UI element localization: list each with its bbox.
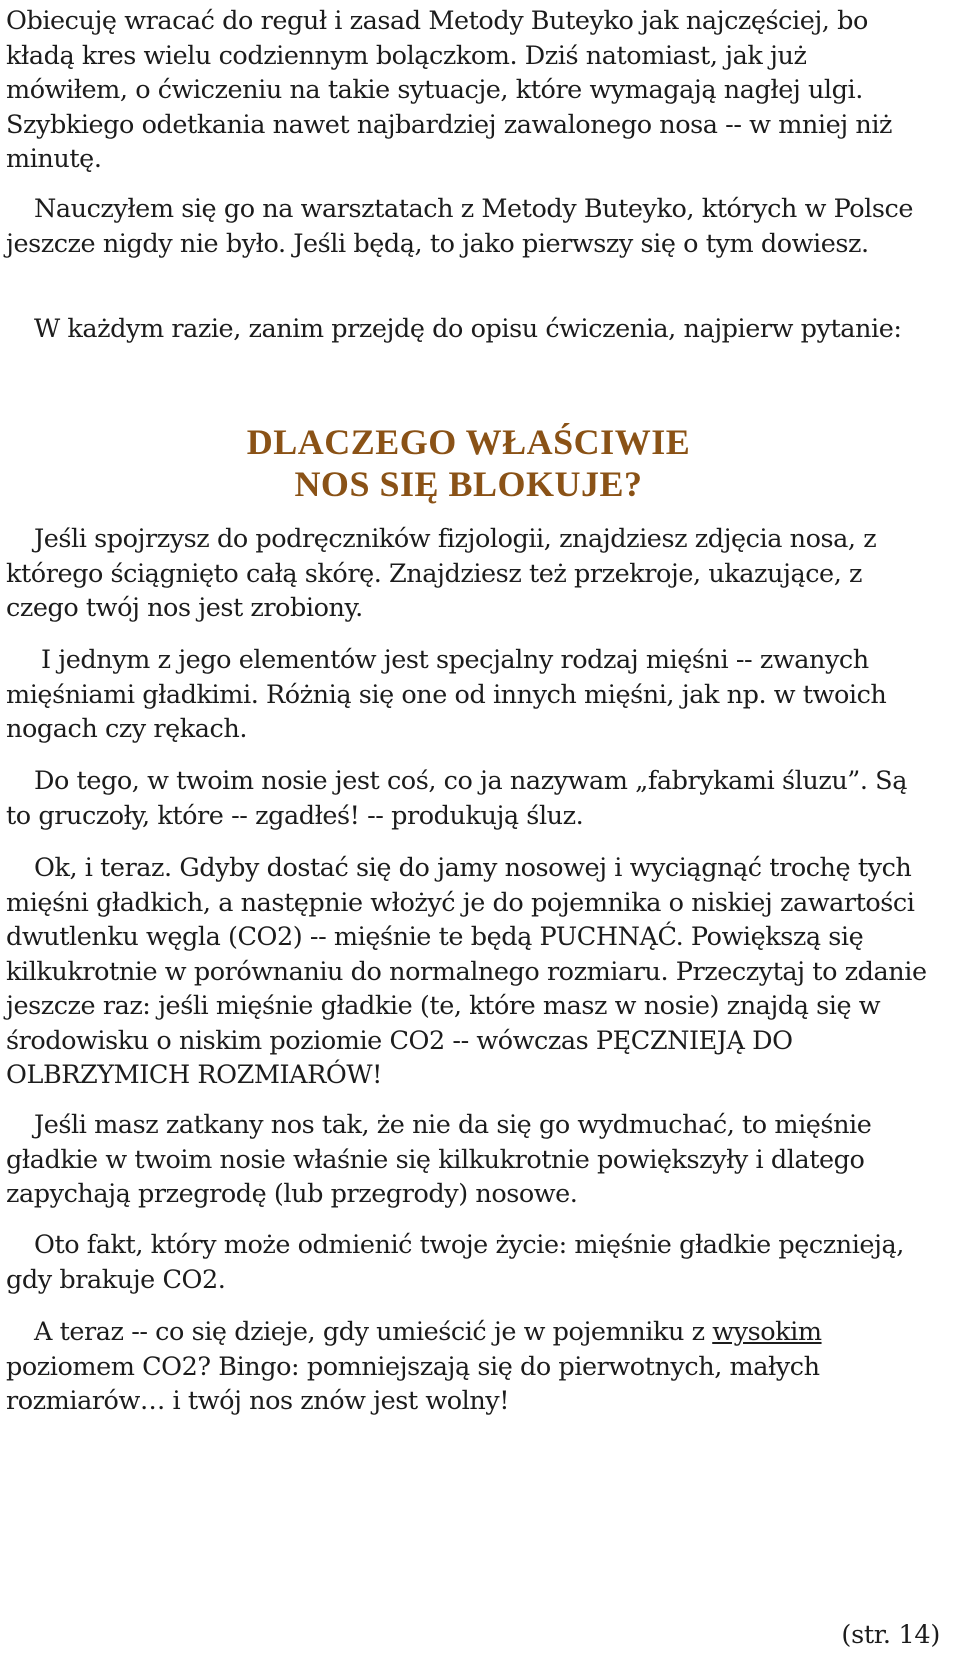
paragraph-mucus-factories — [6, 764, 931, 833]
paragraph-physiology-text: Jeśli spojrzysz do podręczników fizjologii, znajdziesz zdjęcia nosa, z którego ściągnięto całą skórę. Znajdziesz też przekroje, ukazujące, z czego twój nos jest zrobiony. — [6, 524, 877, 623]
paragraph-key-fact — [6, 1228, 931, 1297]
paragraph-high-co2-after: poziomem CO2? Bingo: pomniejszają się do pierwotnych, małych rozmiarów… i twój nos znów jest wolny! — [6, 1351, 820, 1416]
section-heading — [6, 421, 931, 505]
paragraph-mucus-factories-text: Do tego, w twoim nosie jest coś, co ja nazywam „fabrykami śluzu”. Są to gruczoły, które -- zgadłeś! -- produkują śluz. — [6, 766, 907, 831]
paragraph-co2-experiment-text: Ok, i teraz. Gdyby dostać się do jamy nosowej i wyciągnąć trochę tych mięśni gładkich, a następnie włożyć je do pojemnika o niskiej zawartości dwutlenku węgla (CO2) -- mięśnie te będą PUCHNĄĆ. Powiększą się kilkukrotnie w porównaniu do normalnego rozmiaru. Przeczytaj to zdanie jeszcze raz: jeśli mięśnie gładkie (te, które masz w nosie) znajdą się w środowisku o niskim poziomie CO2 -- wówczas PĘCZNIEJĄ DO OLBRZYMICH ROZMIARÓW! — [6, 853, 927, 1090]
section-heading-line-1: DLACZEGO WŁAŚCIWIE — [246, 422, 691, 462]
paragraph-blocked-nose-text: Jeśli masz zatkany nos tak, że nie da się go wydmuchać, to mięśnie gładkie w twoim nosie właśnie się kilkukrotnie powiększyły i dlatego zapychają przegrodę (lub przegrody) nosowe. — [6, 1110, 872, 1209]
page-number: (str. 14) — [841, 1620, 940, 1650]
paragraph-intro-text: Obiecuję wracać do reguł i zasad Metody Buteyko jak najczęściej, bo kładą kres wielu codziennym bolączkom. Dziś natomiast, jak już mówiłem, o ćwiczeniu na takie sytuacje, które wymagają nagłej ulgi. Szybkiego odetkania nawet najbardziej zawalonego nosa -- w mniej niż minutę. — [6, 6, 893, 174]
paragraph-high-co2 — [6, 1315, 931, 1419]
paragraph-question — [6, 312, 931, 347]
paragraph-key-fact-text: Oto fakt, który może odmienić twoje życie: mięśnie gładkie pęcznieją, gdy brakuje CO2. — [6, 1230, 904, 1295]
paragraph-question-text: W każdym razie, zanim przejdę do opisu ćwiczenia, najpierw pytanie: — [34, 314, 902, 344]
paragraph-workshop-text: Nauczyłem się go na warsztatach z Metody Buteyko, których w Polsce jeszcze nigdy nie było. Jeśli będą, to jako pierwszy się o tym dowiesz. — [6, 194, 913, 259]
emphasis-underlined-word: wysokim — [712, 1317, 822, 1347]
paragraph-smooth-muscles-text: I jednym z jego elementów jest specjalny rodzaj mięśni -- zwanych mięśniami gładkimi. Różnią się one od innych mięśni, jak np. w twoich nogach czy rękach. — [6, 645, 887, 744]
paragraph-physiology — [6, 522, 931, 626]
paragraph-high-co2-before: A teraz -- co się dzieje, gdy umieścić je w pojemniku z — [34, 1317, 713, 1347]
paragraph-smooth-muscles — [6, 643, 931, 747]
paragraph-workshop — [6, 192, 931, 261]
paragraph-intro — [6, 4, 931, 177]
section-heading-line-2: NOS SIĘ BLOKUJE? — [294, 464, 643, 504]
paragraph-blocked-nose — [6, 1108, 931, 1212]
paragraph-co2-experiment — [6, 851, 931, 1093]
